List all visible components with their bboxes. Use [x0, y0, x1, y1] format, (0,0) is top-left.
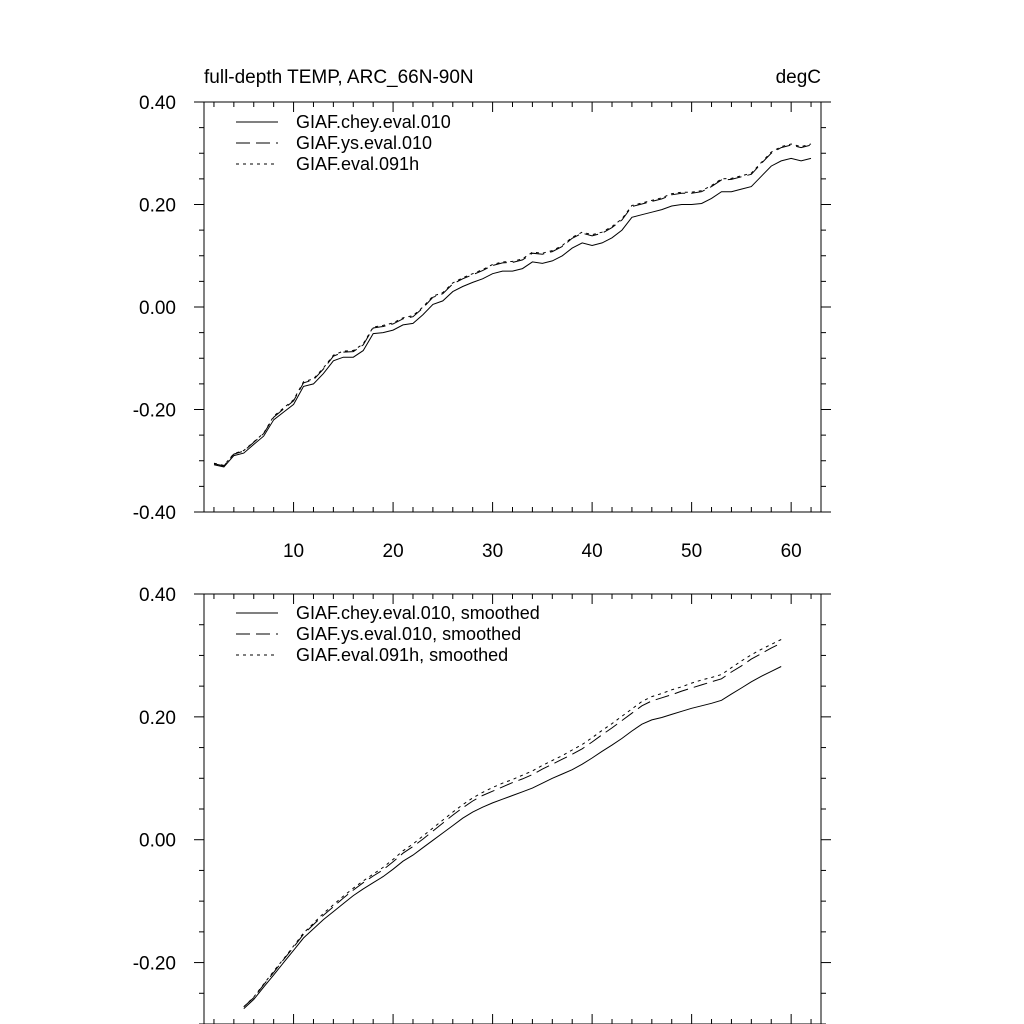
y-tick-label: 0.20 [139, 707, 176, 729]
legend-label-series-3: GIAF.eval.091h, smoothed [296, 645, 509, 665]
legend-label-series-2: GIAF.ys.eval.010, smoothed [296, 624, 522, 644]
x-tick-label: 30 [482, 541, 504, 562]
x-tick-label: 60 [780, 541, 802, 562]
y-tick-label: 0.20 [139, 195, 176, 217]
legend-label-series-1: GIAF.chey.eval.010, smoothed [296, 603, 540, 623]
x-tick-label: 40 [581, 541, 603, 562]
legend-label-series-3: GIAF.eval.091h [296, 154, 420, 174]
y-tick-label: -0.40 [132, 503, 176, 524]
legend-label-series-1: GIAF.chey.eval.010 [296, 112, 451, 132]
y-tick-label: 0.40 [139, 93, 176, 114]
legend-label-series-2: GIAF.ys.eval.010 [296, 133, 433, 153]
y-tick-label: 0.00 [139, 830, 176, 852]
x-tick-label: 20 [382, 541, 404, 562]
y-tick-label: 0.00 [139, 298, 176, 319]
y-tick-label: -0.20 [132, 953, 176, 975]
x-tick-label: 50 [681, 541, 703, 562]
units-label: degC [775, 67, 821, 88]
x-tick-label: 10 [282, 541, 305, 562]
y-tick-label: -0.20 [132, 400, 176, 422]
y-tick-label: 0.40 [139, 585, 176, 606]
chart-title: full-depth TEMP, ARC_66N-90N [204, 67, 474, 88]
